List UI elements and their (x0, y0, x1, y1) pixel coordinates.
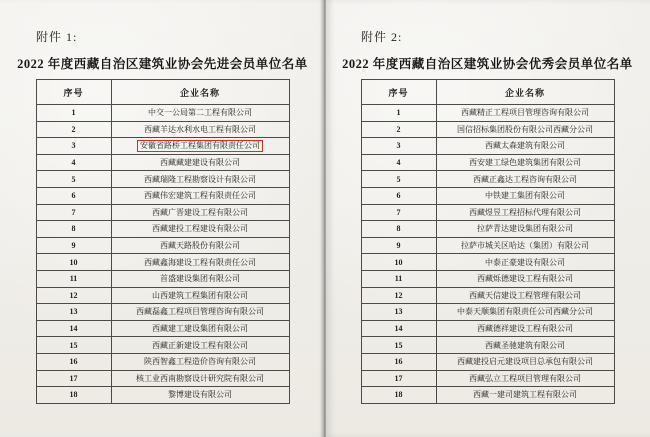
row-number-cell: 17 (361, 370, 436, 387)
row-number-cell: 10 (361, 254, 436, 271)
table-row (361, 121, 614, 138)
company-name-cell: 西藏太森建筑有限公司 (436, 138, 614, 155)
table-row (36, 304, 289, 321)
company-name-cell: 西藏正鑫达工程咨询有限公司 (436, 171, 614, 188)
row-number-cell: 15 (36, 337, 111, 354)
company-name-cell: 西藏伟宏建筑工程有限责任公司 (111, 187, 289, 204)
table-row (36, 171, 289, 188)
row-number-cell: 11 (361, 270, 436, 287)
row-number-cell: 8 (361, 221, 436, 238)
table-header-row (36, 80, 289, 105)
company-name-cell: 西藏鑫海建设工程有限责任公司 (111, 254, 289, 271)
page-attachment-2 (325, 0, 650, 437)
table-row (36, 105, 289, 122)
company-name-cell: 中泰正豪建设有限公司 (436, 254, 614, 271)
row-number-cell: 12 (361, 287, 436, 304)
table-row (361, 370, 614, 387)
table-row (361, 387, 614, 404)
attachment-2-label: 附件 2: (361, 30, 403, 44)
table-row (361, 204, 614, 221)
row-number-cell: 16 (36, 353, 111, 370)
row-number-cell: 11 (36, 270, 111, 287)
company-name-cell: 西藏烁德建设工程有限公司 (436, 270, 614, 287)
company-name-cell: 西藏羊达水利水电工程有限公司 (111, 121, 289, 138)
company-name-cell: 西藏天路股份有限公司 (111, 237, 289, 254)
company-name-cell: 拉萨青达建设集团有限公司 (436, 221, 614, 238)
table-row (361, 221, 614, 238)
row-number-cell: 14 (36, 320, 111, 337)
company-name-cell: 陕西智鑫工程造价咨询有限公司 (111, 353, 289, 370)
table-row (361, 304, 614, 321)
table-row (361, 337, 614, 354)
company-name-cell: 西藏圣驰建筑有限公司 (436, 337, 614, 354)
attachment-1-label: 附件 1: (36, 30, 78, 44)
table-row (361, 105, 614, 122)
row-number-cell: 8 (36, 221, 111, 238)
company-name-cell: 西藏德祥建设工程有限公司 (436, 320, 614, 337)
company-name-cell: 国信招标集团股份有限公司西藏分公司 (436, 121, 614, 138)
row-number-cell: 15 (361, 337, 436, 354)
row-number-cell: 13 (36, 304, 111, 321)
table-row (36, 221, 289, 238)
company-name-cell: 西藏建投启元建设项目总承包有限公司 (436, 353, 614, 370)
header-cell-no: 序号 (361, 80, 436, 105)
company-name-cell: 黎博建设有限公司 (111, 387, 289, 404)
row-number-cell: 9 (361, 237, 436, 254)
table-row (36, 387, 289, 404)
company-name-cell: 西藏建工建设集团有限公司 (111, 320, 289, 337)
table-row (361, 171, 614, 188)
table-row (361, 287, 614, 304)
company-name-cell: 西藏煜昱工程招标代理有限公司 (436, 204, 614, 221)
table-row (361, 270, 614, 287)
row-number-cell: 4 (36, 154, 111, 171)
company-name-cell: 核工业西南勘察设计研究院有限公司 (111, 370, 289, 387)
row-number-cell: 14 (361, 320, 436, 337)
row-number-cell: 5 (36, 171, 111, 188)
row-number-cell: 1 (361, 105, 436, 122)
row-number-cell: 4 (361, 154, 436, 171)
table-row (36, 270, 289, 287)
company-name-cell: 拉萨市城关区哈达（集团）有限公司 (436, 237, 614, 254)
company-name-cell (111, 138, 289, 155)
table-row (361, 154, 614, 171)
table-row (361, 187, 614, 204)
row-number-cell: 12 (36, 287, 111, 304)
company-name-cell: 西藏建投工程建设有限公司 (111, 221, 289, 238)
row-number-cell: 7 (361, 204, 436, 221)
company-name-cell: 西安建工绿色建筑集团有限公司 (436, 154, 614, 171)
table-row (36, 237, 289, 254)
table-row (36, 187, 289, 204)
company-name-cell: 西藏瑞隆工程勘察设计有限公司 (111, 171, 289, 188)
company-name-cell: 西藏天信建设工程管理有限公司 (436, 287, 614, 304)
company-name-cell: 首盛建设集团有限公司 (111, 270, 289, 287)
company-name-cell: 中铁建工集团有限公司 (436, 187, 614, 204)
row-number-cell: 6 (361, 187, 436, 204)
advanced-members-table (36, 79, 290, 404)
row-number-cell: 2 (36, 121, 111, 138)
row-number-cell: 6 (36, 187, 111, 204)
row-number-cell: 16 (361, 353, 436, 370)
row-number-cell: 1 (36, 105, 111, 122)
header-cell-no: 序号 (36, 80, 111, 105)
row-number-cell: 7 (36, 204, 111, 221)
excellent-members-table (361, 79, 615, 404)
table-row (361, 320, 614, 337)
company-name-cell: 西藏正新建设工程有限公司 (111, 337, 289, 354)
company-name-cell: 西藏精正工程项目管理咨询有限公司 (436, 105, 614, 122)
row-number-cell: 5 (361, 171, 436, 188)
company-name-cell: 中交一公局第二工程有限公司 (111, 105, 289, 122)
attachment-1-title: 2022 年度西藏自治区建筑业协会先进会员单位名单 (17, 57, 308, 71)
attachment-2-title: 2022 年度西藏自治区建筑业协会优秀会员单位名单 (342, 57, 633, 71)
red-highlight-box: 安徽省路桥工程集团有限责任公司 (137, 140, 263, 152)
table-row (36, 254, 289, 271)
table-row (361, 254, 614, 271)
row-number-cell: 10 (36, 254, 111, 271)
row-number-cell: 13 (361, 304, 436, 321)
table-row (361, 138, 614, 155)
table-row (36, 320, 289, 337)
header-cell-name: 企业名称 (111, 80, 289, 105)
company-name-cell: 西藏磊鑫工程项目管理咨询有限公司 (111, 304, 289, 321)
company-name-cell: 西藏藏建建设有限公司 (111, 154, 289, 171)
table-row (36, 138, 289, 155)
table-row (36, 370, 289, 387)
row-number-cell: 17 (36, 370, 111, 387)
table-row (36, 337, 289, 354)
row-number-cell: 3 (361, 138, 436, 155)
company-name-cell: 西藏一建司建筑工程有限公司 (436, 387, 614, 404)
table-row (36, 121, 289, 138)
row-number-cell: 18 (361, 387, 436, 404)
table-row (36, 353, 289, 370)
table-row (36, 287, 289, 304)
table-row (361, 237, 614, 254)
row-number-cell: 18 (36, 387, 111, 404)
table-row (361, 353, 614, 370)
company-name-cell: 山西建筑工程集团有限公司 (111, 287, 289, 304)
row-number-cell: 2 (361, 121, 436, 138)
company-name-cell: 西藏广晋建设工程有限公司 (111, 204, 289, 221)
table-row (36, 154, 289, 171)
table-row (36, 204, 289, 221)
table-header-row (361, 80, 614, 105)
row-number-cell: 3 (36, 138, 111, 155)
row-number-cell: 9 (36, 237, 111, 254)
company-name-cell: 中泰天顺集团有限责任公司西藏分公司 (436, 304, 614, 321)
header-cell-name: 企业名称 (436, 80, 614, 105)
company-name-cell: 西藏弘立工程项目管理有限公司 (436, 370, 614, 387)
